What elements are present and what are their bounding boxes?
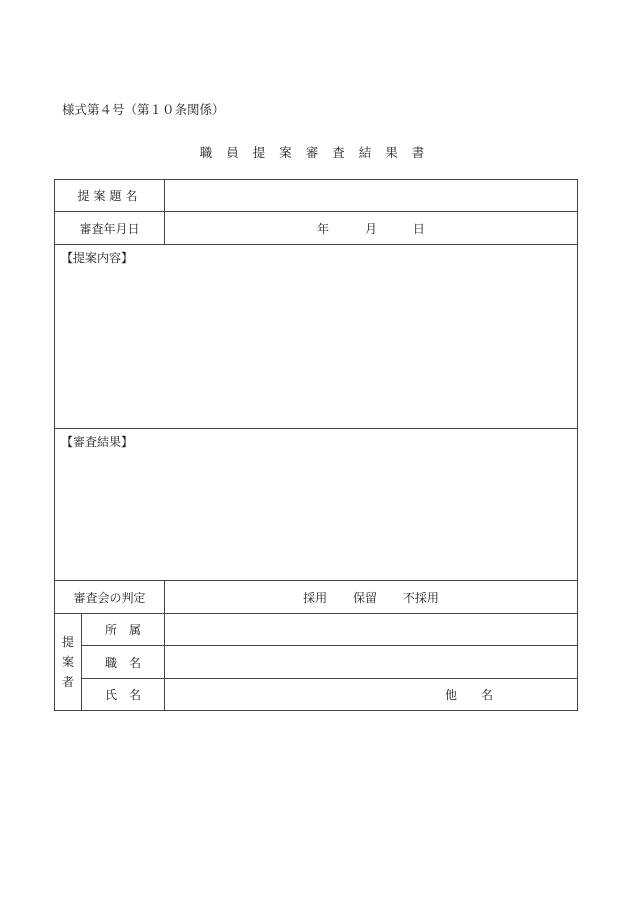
review-date-row bbox=[55, 212, 578, 245]
review-result-label: 【審査結果】 bbox=[61, 435, 134, 449]
position-field[interactable] bbox=[165, 646, 578, 679]
proposal-title-row bbox=[55, 180, 578, 212]
year-unit: 年 bbox=[317, 221, 330, 236]
month-unit: 月 bbox=[365, 221, 378, 236]
day-unit: 日 bbox=[412, 221, 425, 236]
judgment-options bbox=[165, 581, 578, 614]
proposal-content-field[interactable] bbox=[55, 245, 578, 429]
document-title: 職員提案審査結果書 bbox=[199, 145, 439, 160]
affiliation-label: 所属 bbox=[82, 614, 165, 646]
position-label: 職名 bbox=[82, 646, 165, 679]
judgment-option-hold[interactable]: 保留 bbox=[353, 590, 378, 605]
others-label: 他名 bbox=[445, 688, 518, 702]
committee-judgment-label: 審査会の判定 bbox=[55, 581, 165, 614]
name-row bbox=[55, 679, 578, 711]
proposal-title-label: 提案題名 bbox=[55, 180, 165, 212]
review-result-form bbox=[54, 179, 578, 711]
affiliation-row bbox=[55, 614, 578, 646]
position-row bbox=[55, 646, 578, 679]
proposal-content-label: 【提案内容】 bbox=[61, 251, 134, 265]
judgment-option-reject[interactable]: 不採用 bbox=[402, 590, 439, 605]
affiliation-field[interactable] bbox=[165, 614, 578, 646]
review-result-field[interactable] bbox=[55, 429, 578, 581]
name-label: 氏名 bbox=[82, 679, 165, 711]
review-date-label: 審査年月日 bbox=[55, 212, 165, 245]
review-date-field[interactable] bbox=[165, 212, 578, 245]
name-field[interactable] bbox=[165, 679, 578, 711]
committee-judgment-row bbox=[55, 581, 578, 614]
proposal-content-row bbox=[55, 245, 578, 429]
form-number: 様式第４号（第１０条関係） bbox=[62, 102, 225, 117]
proposer-label: 提 案 者 bbox=[55, 614, 82, 711]
judgment-option-adopt[interactable]: 採用 bbox=[303, 590, 328, 605]
proposal-title-field[interactable] bbox=[165, 180, 578, 212]
review-result-row bbox=[55, 429, 578, 581]
